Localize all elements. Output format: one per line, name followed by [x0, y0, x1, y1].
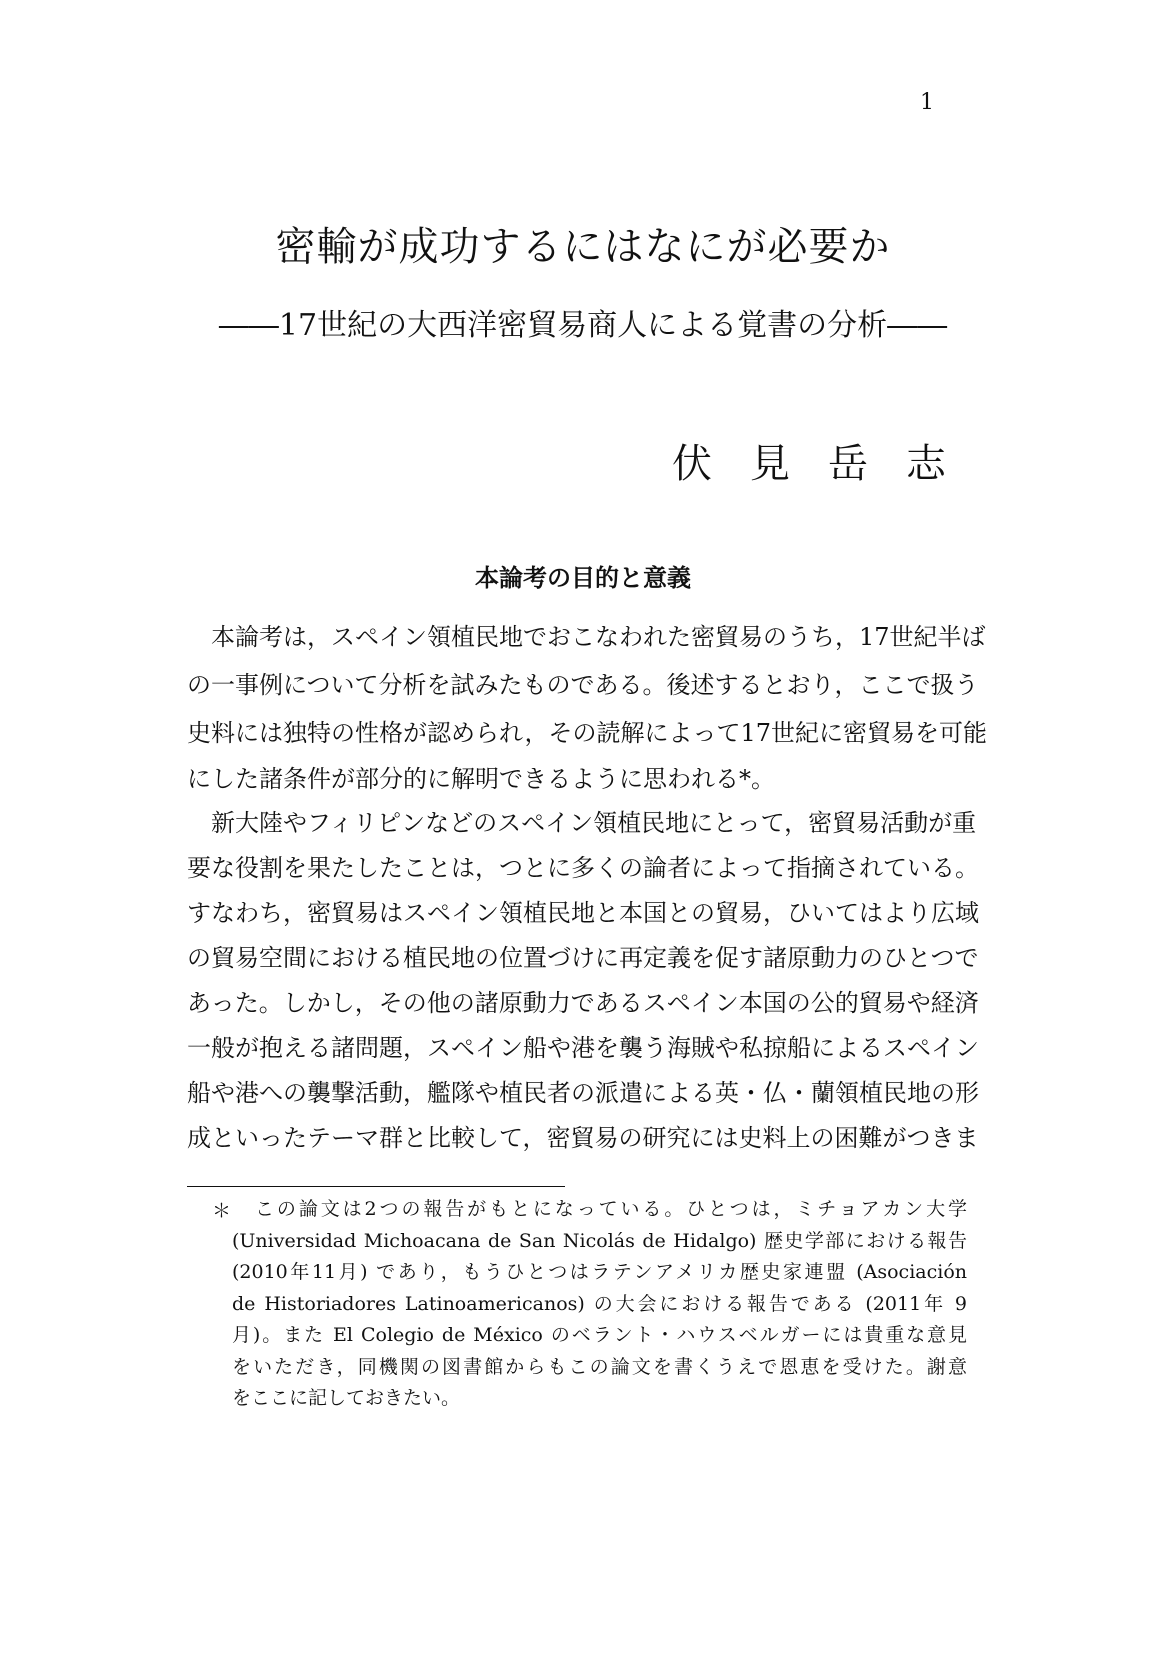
- body-line: 新大陸やフィリピンなどのスペイン領植民地にとって，密貿易活動が重: [187, 809, 977, 837]
- footnote-line: をここに記しておきたい。: [232, 1387, 461, 1409]
- body-line: にした諸条件が部分的に解明できるように思われる*。: [187, 765, 775, 793]
- section-heading: 本論考の目的と意義: [475, 564, 691, 592]
- body-line: 一般が抱える諸問題，スペイン船や港を襲う海賊や私掠船によるスペイン: [187, 1034, 979, 1062]
- body-line: 本論考は，スペイン領植民地でおこなわれた密貿易のうち，17世紀半ば: [187, 623, 986, 651]
- footnote-line: をいただき，同機関の図書館からもこの論文を書くうえで恩恵を受けた。謝意: [232, 1355, 967, 1378]
- body-line: すなわち，密貿易はスペイン領植民地と本国との貿易，ひいてはより広域: [187, 899, 979, 927]
- footnote-mark: ＊: [212, 1200, 232, 1222]
- body-line: 成といったテーマ群と比較して，密貿易の研究には史料上の困難がつきま: [187, 1124, 979, 1152]
- footnote-line: (2010年11月) であり，もうひとつはラテンアメリカ歴史家連盟 (Asociación: [232, 1261, 967, 1283]
- footnote-line: 月)。また El Colegio de México のベラント・ハウスベルガーには貴重な意見: [232, 1324, 967, 1346]
- body-line: 船や港への襲撃活動，艦隊や植民者の派遣による英・仏・蘭領植民地の形: [187, 1079, 979, 1107]
- page-number: 1: [920, 90, 934, 115]
- body-line: の一事例について分析を試みたものである。後述するとおり，ここで扱う: [187, 671, 979, 699]
- body-line: 史料には独特の性格が認められ，その読解によって17世紀に密貿易を可能: [187, 719, 987, 747]
- footnote-line: この論文は2つの報告がもとになっている。ひとつは，ミチョアカン大学: [255, 1198, 967, 1220]
- author-name: 伏見岳志: [672, 441, 984, 487]
- paper-subtitle: ――17世紀の大西洋密貿易商人による覚書の分析――: [218, 308, 948, 343]
- body-line: 要な役割を果たしたことは，つとに多くの論者によって指摘されている。: [187, 854, 979, 882]
- paper-title: 密輸が成功するにはなにが必要か: [275, 224, 891, 270]
- footnote-line: (Universidad Michoacana de San Nicolás de Hidalgo) 歴史学部における報告: [232, 1229, 967, 1252]
- footnote-rule: [187, 1186, 565, 1187]
- body-line: の貿易空間における植民地の位置づけに再定義を促す諸原動力のひとつで: [187, 944, 979, 972]
- footnote-line: de Historiadores Latinoamericanos) の大会における報告である (2011年 9: [232, 1292, 967, 1315]
- body-line: あった。しかし，その他の諸原動力であるスペイン本国の公的貿易や経済: [187, 989, 979, 1017]
